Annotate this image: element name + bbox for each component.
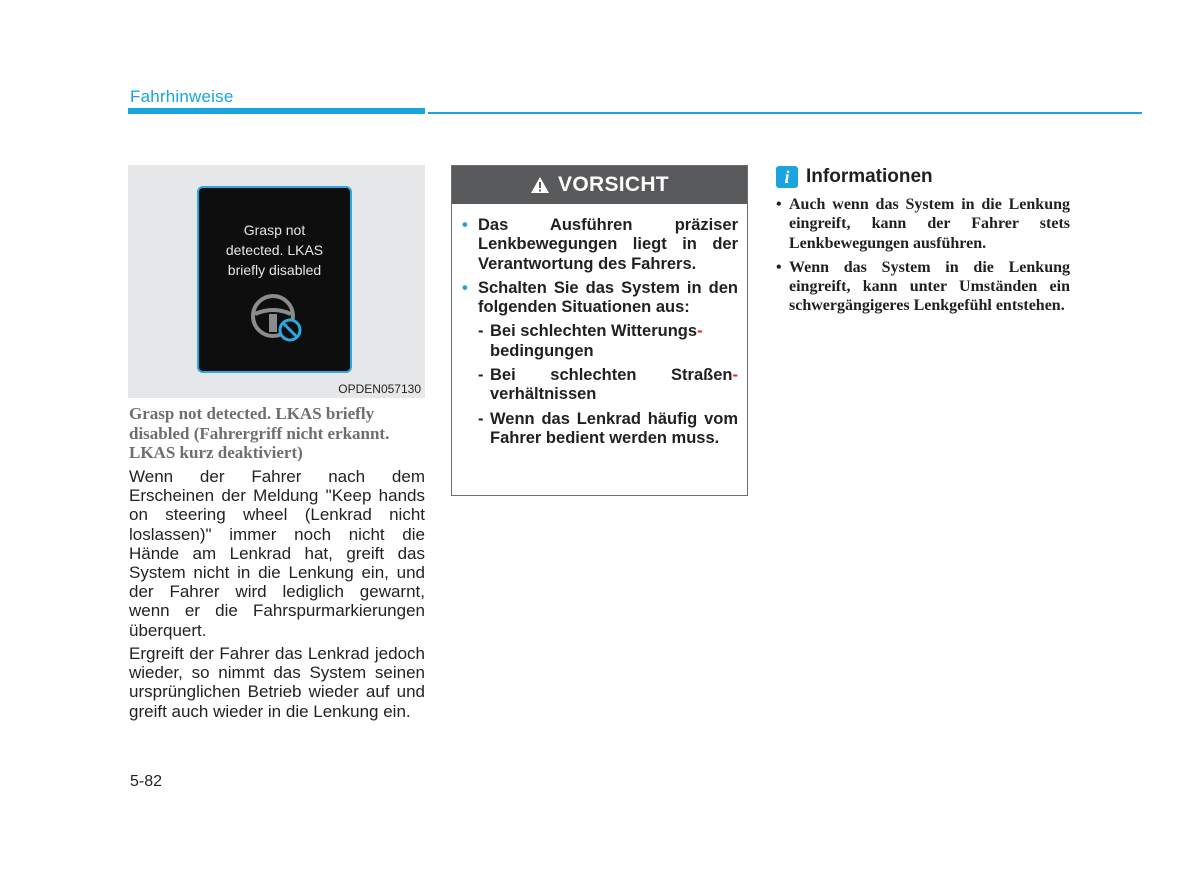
cluster-message	[199, 220, 350, 280]
info-item	[776, 258, 1070, 316]
bullet-dot: •	[462, 216, 468, 234]
body-paragraph-2: Ergreift der Fahrer das Lenkrad jedoch wieder, so nimmt das System seinen ursprünglichen Betrieb wieder auf und greift auch wieder in die Lenkung ein.	[129, 644, 425, 721]
dash-mark: -	[478, 409, 484, 428]
word-with-hyphen: Straßen-	[671, 366, 738, 385]
hyphen-mark: -	[697, 322, 703, 341]
caution-subitem	[462, 322, 738, 361]
cluster-line-3: briefly disabled	[227, 262, 322, 278]
section-title: Fahrhinweise	[130, 87, 234, 106]
caution-subitem-text-a	[490, 366, 516, 385]
info-item-text: Auch wenn das System in die Lenkung eingreift, kann der Fahrer stets Lenkbewegungen ausführen.	[789, 196, 1070, 252]
caution-item	[462, 216, 738, 274]
word: Bei	[490, 366, 516, 385]
page-number: 5-82	[130, 773, 163, 790]
caution-item-text: Das Ausführen präziser Lenkbewegungen liegt in der Verantwortung des Fahrers.	[478, 216, 738, 273]
figure-panel	[128, 165, 425, 398]
caution-subitem-text-b: verhältnissen	[490, 385, 597, 404]
caution-subitem	[462, 366, 738, 405]
body-paragraph-1: Wenn der Fahrer nach dem Erscheinen der Meldung "Keep hands on steering wheel (Lenkrad nicht loslassen)" immer noch nicht die Hände am Lenkrad hat, greift das System nicht in die Lenkung ein, und der Fahrer wird lediglich gewarnt, wenn er die Fahrspurmarkierungen überquert.	[129, 467, 425, 640]
caution-subitem-text: Wenn das Lenkrad häufig vom Fahrer bedient werden muss.	[490, 409, 738, 447]
cluster-line-2: detected. LKAS	[225, 242, 324, 258]
info-item	[776, 195, 1070, 253]
dash-mark: -	[478, 366, 484, 385]
caution-box	[451, 165, 748, 496]
bullet-dot: •	[776, 258, 782, 276]
caution-subitem-text-b: bedingungen	[490, 341, 594, 360]
warning-triangle-icon	[530, 176, 550, 194]
steering-wheel-disabled-icon	[246, 292, 308, 344]
info-icon: i	[776, 166, 798, 188]
caution-item	[462, 279, 738, 318]
info-header	[776, 166, 933, 188]
bullet-dot: •	[776, 196, 782, 213]
info-title: Informationen	[806, 166, 933, 187]
caution-list	[462, 216, 738, 453]
info-item-text: Wenn das System in die Lenkung eingreift, kann unter Umständen ein schwergängigeres Lenkgefühl entstehen.	[789, 258, 1070, 315]
caution-subitem	[462, 410, 738, 449]
bullet-dot: •	[462, 278, 468, 297]
caution-subitem-text-a: Bei schlechten Witterungs	[490, 322, 698, 341]
caution-item-text: Schalten Sie das System in den folgenden Situationen aus:	[478, 278, 738, 317]
header-bar-thick	[128, 108, 425, 114]
cluster-line-1: Grasp not	[243, 222, 306, 238]
figure-code: OPDEN057130	[338, 382, 421, 396]
dash-mark: -	[478, 322, 484, 341]
caution-title: VORSICHT	[558, 173, 669, 196]
hyphen-mark: -	[732, 366, 738, 385]
info-list	[776, 195, 1070, 321]
cluster-display	[197, 186, 352, 373]
word: schlechten	[550, 366, 637, 385]
figure-caption: Grasp not detected. LKAS briefly disabled (Fahrergriff nicht erkannt. LKAS kurz deaktiviert)	[129, 404, 390, 462]
header-bar-thin	[428, 112, 1142, 114]
caution-header	[452, 166, 747, 204]
